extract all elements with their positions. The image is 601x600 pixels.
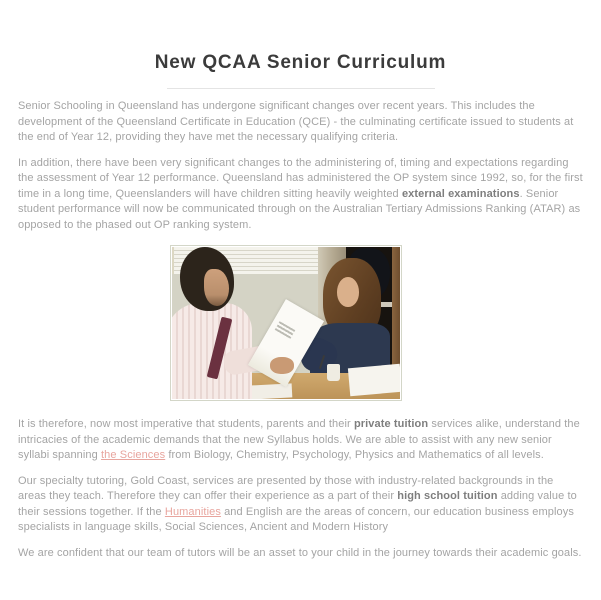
paragraph-assessment-text-a: In addition, there have been very significant changes to the administering of, timing and expectations regarding the assessment of Year 12 performance. Queensland has administered the OP system since 1992, so, for the first time in a long time, Queenslanders will have children sitting heavily weighted: [18, 156, 583, 200]
paragraph-specialty-text-c: and English are the areas of concern, our education business employs specialists in language skills, Social Sciences, Ancient and Modern History: [18, 505, 574, 533]
paragraph-intro: [18, 99, 583, 146]
paragraph-specialty: [18, 474, 583, 536]
photo-door-frame: [392, 247, 400, 369]
humanities-link[interactable]: Humanities: [164, 505, 221, 518]
article-image: [170, 245, 402, 401]
paragraph-assessment-text-b: . Senior student performance will now be communicated through on the Australian Tertiary Admissions Ranking (ATAR) as opposed to the phased out OP ranking system.: [18, 187, 581, 231]
private-tuition-bold: private tuition: [353, 418, 429, 430]
external-examinations-bold: external examinations: [401, 187, 520, 200]
title-divider: [167, 88, 435, 89]
photo-tutor-face: [204, 269, 229, 306]
photo-notebook: [348, 364, 400, 396]
paragraph-specialty-text-a: Our specialty tutoring, Gold Coast, services are presented by those with industry-related backgrounds in the areas they teach. Therefore they can offer their experience as a part of their: [18, 474, 554, 502]
page-title: New QCAA Senior Curriculum: [154, 52, 447, 73]
sciences-link[interactable]: the Sciences: [101, 449, 166, 461]
tutoring-photo-scene: [172, 247, 400, 399]
paragraph-tuition-text-b: services alike, understand the intricacies of the academic demands that the new Syllabus holds. We are able to assist with any new senior syllabi spanning: [18, 418, 580, 461]
photo-cup: [327, 364, 340, 381]
paragraph-intro-text: Senior Schooling in Queensland has undergone significant changes over recent years. This includes the development of the Queensland Certificate in Education (QCE) - the culminating certificate issued to students at the end of Year 12, providing they have met the necessary qualifying criteria.: [18, 100, 574, 143]
paragraph-assessment: [18, 156, 583, 234]
paragraph-closing: [18, 546, 583, 562]
photo-tutor-hand: [270, 357, 294, 374]
paragraph-tuition-text-a: It is therefore, now most imperative that students, parents and their: [18, 418, 354, 430]
high-school-tuition-bold: high school tuition: [397, 490, 498, 502]
paragraph-specialty-text-b: adding value to their sessions together. If the: [18, 490, 577, 518]
paragraph-tuition-text-c: from Biology, Chemistry, Psychology, Physics and Mathematics of all levels.: [165, 449, 544, 461]
paragraph-closing-text: We are confident that our team of tutors will be an asset to your child in the journey towards their academic goals.: [18, 546, 582, 559]
photo-student-face: [337, 277, 359, 307]
paragraph-tuition: [18, 417, 583, 464]
